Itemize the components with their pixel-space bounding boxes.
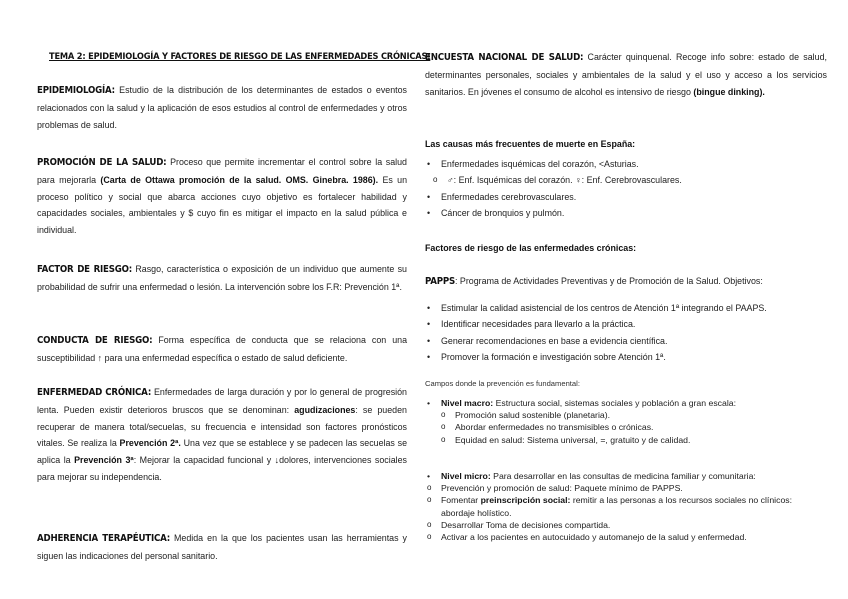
definition-text: : se pueden recuperar de manera total/secuelas, su frecuencia e intensidad son factores pronósticos vitales. Se realiza la	[37, 404, 407, 449]
list-item-macro	[425, 397, 827, 409]
term-encuesta: ENCUESTA NACIONAL DE SALUD:	[425, 52, 584, 63]
definition-encuesta	[425, 49, 827, 100]
micro-list	[425, 470, 827, 543]
term-enfermedad-cronica: ENFERMEDAD CRÓNICA:	[37, 387, 152, 398]
list-item: • Estimular la calidad asistencial de los centros de Atención 1ª integrando el PAAPS.	[425, 300, 827, 316]
list-item: • Generar recomendaciones en base a evidencia científica.	[425, 333, 827, 349]
term-papps: PAPPS	[425, 276, 455, 287]
causas-heading: Las causas más frecuentes de muerte en España:	[425, 139, 636, 149]
list-item: o Desarrollar Toma de decisiones compartida.	[425, 519, 827, 531]
term-epidemiologia: EPIDEMIOLOGÍA:	[37, 85, 115, 96]
macro-list	[425, 397, 827, 446]
list-item: • Cáncer de bronquios y pulmón.	[425, 205, 827, 221]
causas-list	[425, 156, 827, 222]
factores-heading: Factores de riesgo de las enfermedades crónicas:	[425, 243, 637, 253]
definition-bold: Prevención 2ª.	[119, 438, 181, 449]
micro-text: Para desarrollar en las consultas de medicina familiar y comunitaria:	[490, 471, 756, 481]
list-item: o Abordar enfermedades no transmisibles o crónicas.	[425, 421, 827, 433]
macro-label: Nivel macro:	[441, 398, 494, 408]
list-item: o Activar a los pacientes en autocuidado y automanejo de la salud y enfermedad.	[425, 531, 827, 543]
definition-text: : Mejorar la capacidad funcional y ↓dolores, intervenciones sociales para mejorar su independencia.	[37, 455, 407, 482]
definition-text: Medida en la que los pacientes usan las herramientas y siguen las indicaciones del personal sanitario.	[37, 533, 407, 561]
definition-text: Una vez que se establece y se padecen las secuelas se aplica la	[37, 438, 407, 466]
term-promocion: PROMOCIÓN DE LA SALUD:	[37, 157, 167, 168]
definition-bold: Prevención 3ª	[74, 455, 134, 466]
list-item: o Promoción salud sostenible (planetaria).	[425, 409, 827, 421]
list-item: • Identificar necesidades para llevarlo a la práctica.	[425, 316, 827, 332]
term-conducta-riesgo: CONDUCTA DE RIESGO:	[37, 335, 153, 346]
list-item: o Prevención y promoción de salud: Paquete mínimo de PAPPS.	[425, 482, 827, 494]
term-adherencia: ADHERENCIA TERAPÉUTICA:	[37, 533, 170, 544]
term-factor-riesgo: FACTOR DE RIESGO:	[37, 264, 133, 275]
definition-adherencia	[37, 530, 407, 565]
definition-promocion	[37, 154, 407, 239]
definition-epidemiologia	[37, 82, 407, 133]
list-item-micro	[425, 470, 827, 482]
definition-text: Carácter quinquenal. Recoge info sobre: estado de salud, determinantes personales, sociales y ambientales de la salud y el uso y acceso a los servicios sanitarios. En jóvenes el consumo de alcohol es intensivo de riesgo	[425, 52, 827, 97]
list-item	[425, 494, 827, 518]
list-item: • Enfermedades cerebrovasculares.	[425, 189, 827, 205]
definition-factor-riesgo	[37, 261, 407, 296]
macro-text: Estructura social, sistemas sociales y población a gran escala:	[493, 398, 737, 408]
item-text: remitir a las personas a los recursos sociales no clínicos: abordaje holístico.	[441, 495, 793, 518]
definition-conducta-riesgo	[37, 332, 407, 367]
list-item: o ♂: Enf. Isquémicas del corazón. ♀: Enf. Cerebrovasculares.	[425, 172, 827, 188]
definition-citation: (Carta de Ottawa promoción de la salud. OMS. Ginebra. 1986).	[100, 174, 379, 185]
document-title: TEMA 2: EPIDEMIOLOGÍA Y FACTORES DE RIESGO DE LAS ENFERMEDADES CRÓNICAS:	[49, 51, 431, 62]
list-item: o Equidad en salud: Sistema universal, =, gratuito y de calidad.	[425, 434, 827, 446]
definition-text: Estudio de la distribución de los determinantes de estados o eventos relacionados con la salud y la aplicación de esos estudios al control de enfermedades y otros problemas de salud.	[37, 85, 407, 130]
objetivos-list	[425, 300, 827, 366]
list-item: • Promover la formación e investigación sobre Atención 1ª.	[425, 349, 827, 365]
definition-text: Es un proceso político y social que abarca acciones cuyo objetivo es fortalecer habilidad y capacidades sociales, ambientales y $ cuyo fin es mitigar el impacto en la salud pública e individual.	[37, 174, 408, 236]
definition-text: : Programa de Actividades Preventivas y de Promoción de la Salud. Objetivos:	[455, 276, 763, 286]
papps-paragraph	[425, 273, 827, 291]
definition-text: Proceso que permite incrementar el control sobre la salud para mejorarla	[37, 157, 407, 185]
definition-text: Rasgo, característica o exposición de un individuo que aumente su probabilidad de sufrir una enfermedad o lesión. La intervención sobre los F.R: Prevención 1ª.	[37, 264, 407, 292]
definition-bold: (bingue dinking).	[693, 86, 765, 97]
micro-label: Nivel micro:	[441, 471, 491, 481]
definition-bold: agudizaciones	[294, 404, 356, 415]
definition-text: Forma específica de conducta que se relaciona con una susceptibilidad ↑ para una enfermedad específica o estado de salud deficiente.	[37, 335, 408, 363]
list-item: • Enfermedades isquémicas del corazón, <Asturias.	[425, 156, 827, 172]
definition-enfermedad-cronica	[37, 384, 407, 486]
item-text: Fomentar	[441, 495, 481, 506]
definition-text: Enfermedades de larga duración y por lo general de progresión lenta. Pueden existir deterioros bruscos que se denominan:	[37, 387, 407, 415]
item-bold: preinscripción social:	[480, 495, 571, 506]
campos-heading: Campos donde la prevención es fundamental:	[425, 379, 580, 388]
